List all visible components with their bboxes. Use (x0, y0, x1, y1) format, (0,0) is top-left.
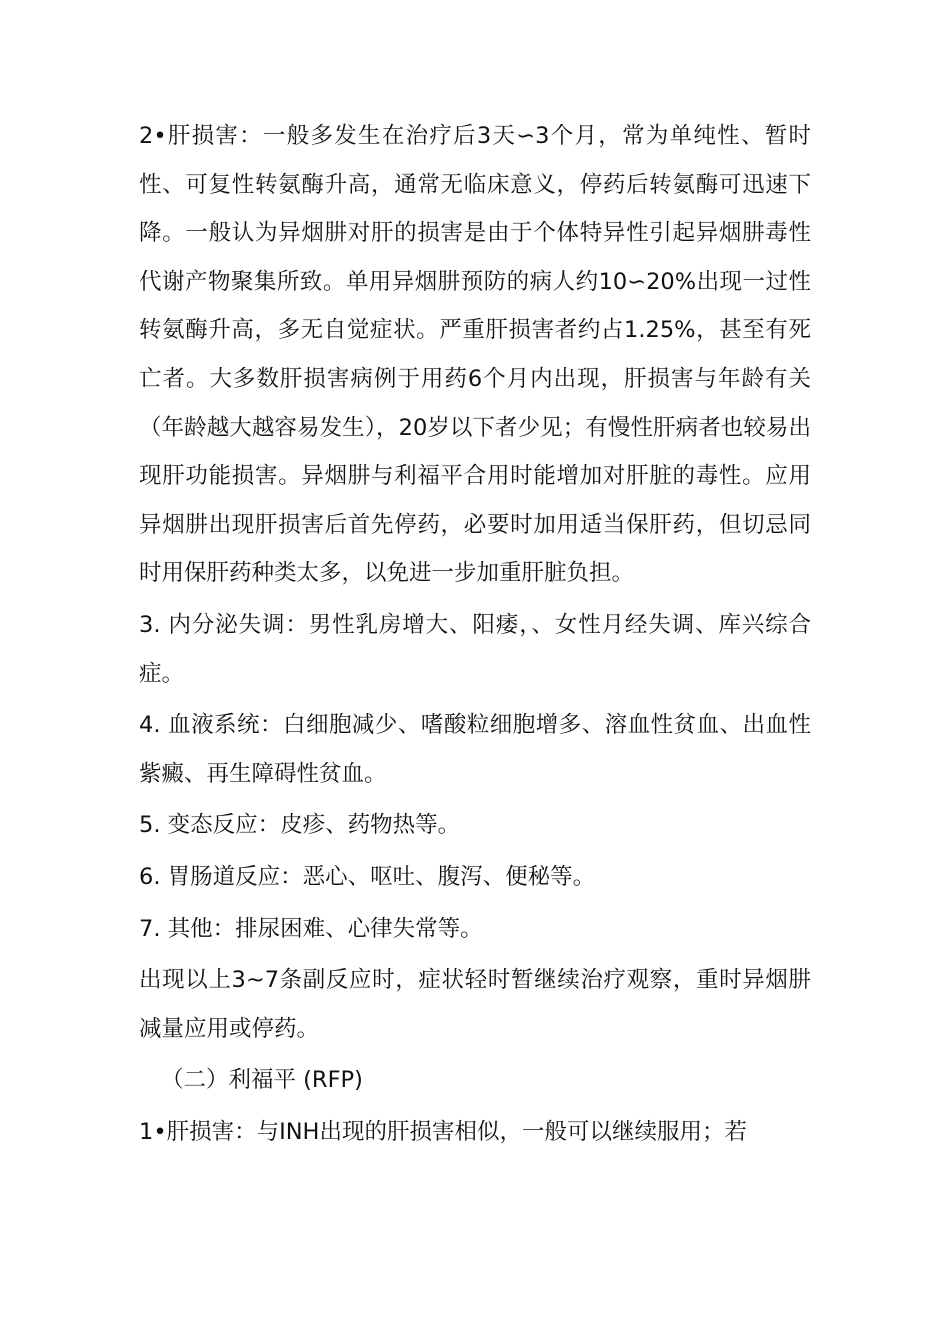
section-heading-rifampicin: （二）利福平 (RFP) (161, 1067, 363, 1094)
document-body (139, 112, 811, 1156)
paragraph-blood-system: 4. 血液系统：白细胞减少、嗜酸粒细胞增多、溶血性贫血、出血性紫癜、再生障碍性贫血。 (139, 712, 811, 787)
paragraph-liver-damage-inh: 2•肝损害：一般多发生在治疗后3天∽3个月，常为单纯性、暂时性、可复性转氨酶升高，通常无临床意义，停药后转氨酶可迅速下降。一般认为异烟肼对肝的损害是由于个体特异性引起异烟肼毒性代谢产物聚集所致。单用异烟肼预防的病人约10∽20%出现一过性转氨酶升高，多无自觉症状。严重肝损害者约占1.25%，甚至有死亡者。大多数肝损害病例于用药6个月内出现，肝损害与年龄有关（年龄越大越容易发生），20岁以下者少见；有慢性肝病者也较易出现肝功能损害。异烟肼与利福平合用时能增加对肝脏的毒性。应用异烟肼出现肝损害后首先停药，必要时加用适当保肝药，但切忌同时用保肝药种类太多，以免进一步加重肝脏负担。 (139, 123, 811, 587)
paragraph-other-effects: 7. 其他：排尿困难、心律失常等。 (139, 915, 483, 942)
paragraph-liver-damage-rfp: 1•肝损害：与INH出现的肝损害相似，一般可以继续服用；若 (139, 1118, 747, 1145)
paragraph-gastrointestinal: 6. 胃肠道反应：恶心、呕吐、腹泻、便秘等。 (139, 863, 596, 890)
paragraph-management-note: 出现以上3~7条副反应时，症状轻时暂继续治疗观察，重时异烟肼减量应用或停药。 (139, 967, 811, 1042)
paragraph-endocrine-disorder: 3. 内分泌失调：男性乳房增大、阳痿，、女性月经失调、库兴综合症。 (139, 611, 811, 687)
paragraph-allergic-reaction: 5. 变态反应：皮疹、药物热等。 (139, 812, 461, 839)
